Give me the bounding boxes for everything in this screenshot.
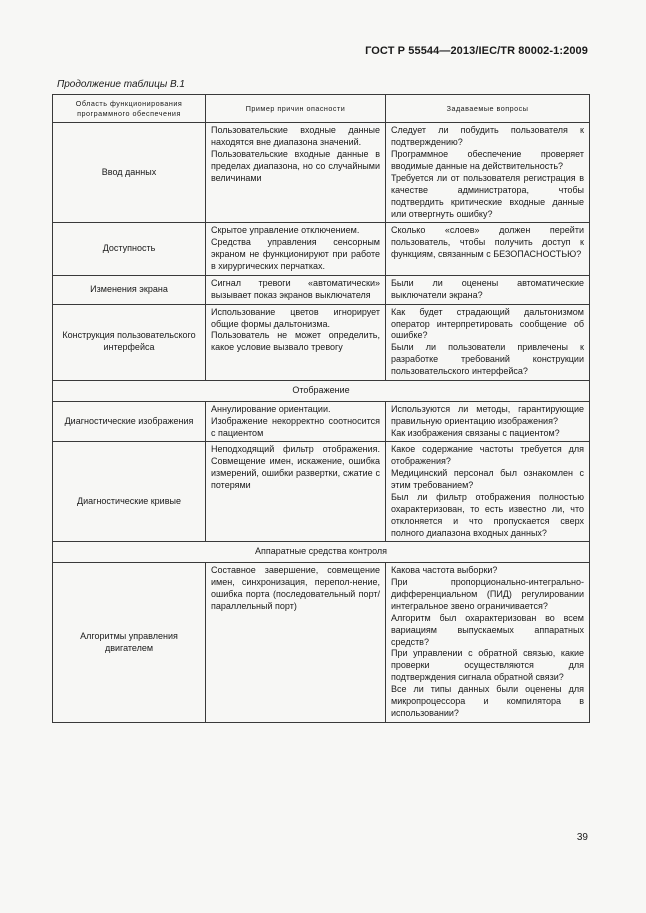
question-text: При управлении с обратной связью, какие проверки осуществляются для подтверждения сигнала обратной связи? bbox=[391, 648, 584, 683]
cause-text: Неподходящий фильтр отображения. Совмещение имен, искажение, ошибка измерений, ошибки развертки, сжатие с потерями bbox=[211, 444, 380, 491]
question-text: Был ли фильтр отображения полностью охарактеризован, то есть известно ли, что отклоняется и что пропускается сверх полного диапазона входных данных? bbox=[391, 491, 584, 538]
cause-text: Сигнал тревоги «автоматически» вызывает показ экранов выключателя bbox=[211, 277, 380, 300]
cause-text: Изображение некорректно соотносится с пациентом bbox=[211, 415, 380, 438]
section-row bbox=[53, 380, 590, 401]
cause-text: Составное завершение, совмещение имен, синхронизация, перепол-нение, ошибка порта (последовательный порт/параллельный порт) bbox=[211, 565, 380, 611]
table-row bbox=[53, 442, 590, 542]
table-header-row bbox=[53, 95, 590, 123]
cause-text: Использование цветов игнорирует общие формы дальтонизма. bbox=[211, 306, 380, 329]
row-questions bbox=[386, 275, 590, 304]
question-text: Как изображения связаны с пациентом? bbox=[391, 427, 560, 438]
question-text: Какое содержание частоты требуется для отображения? bbox=[391, 444, 584, 467]
table-row bbox=[53, 563, 590, 722]
cause-text: Пользователь не может определить, какое условие вызвало тревогу bbox=[211, 330, 380, 353]
section-row bbox=[53, 542, 590, 563]
question-text: Медицинский персонал был ознакомлен с этим требованием? bbox=[391, 468, 584, 491]
question-text: Какова частота выборки? bbox=[391, 565, 498, 576]
question-text: Были ли оценены автоматические выключатели экрана? bbox=[391, 277, 584, 300]
question-text: Требуется ли от пользователя регистрация в качестве администратора, чтобы подтвердить критические входные данные или отвергнуть ошибку? bbox=[391, 172, 584, 219]
question-text: Программное обеспечение проверяет вводимые данные на действительность? bbox=[391, 149, 584, 172]
question-text: Все ли типы данных были оценены для микропроцессора и компилятора в использовании? bbox=[391, 684, 584, 718]
question-text: Следует ли побудить пользователя к подтверждению? bbox=[391, 125, 584, 148]
row-area: Конструкция пользовательского интерфейса bbox=[53, 304, 206, 380]
row-area: Ввод данных bbox=[53, 123, 206, 223]
row-area: Алгоритмы управления двигателем bbox=[53, 563, 206, 722]
table-row bbox=[53, 304, 590, 380]
row-causes bbox=[206, 275, 386, 304]
row-questions bbox=[386, 442, 590, 542]
cause-text: Скрытое управление отключением. bbox=[211, 225, 360, 236]
row-questions bbox=[386, 123, 590, 223]
table-row bbox=[53, 275, 590, 304]
row-area: Изменения экрана bbox=[53, 275, 206, 304]
standard-header: ГОСТ Р 55544—2013/IEC/TR 80002-1:2009 bbox=[365, 45, 588, 57]
table-caption: Продолжение таблицы В.1 bbox=[57, 79, 185, 90]
row-questions bbox=[386, 401, 590, 442]
question-text: При пропорционально-интегрально-дифференциальном (ПИД) регулировании интегральное звено ограничивается? bbox=[391, 577, 584, 611]
question-text: Алгоритм был охарактеризован во всем вариациям выпускаемых аппаратных средств? bbox=[391, 612, 584, 647]
row-causes bbox=[206, 304, 386, 380]
row-area: Диагностические изображения bbox=[53, 401, 206, 442]
hazard-table bbox=[52, 94, 590, 723]
row-causes bbox=[206, 401, 386, 442]
header-area: Область функционирования программного обеспечения bbox=[53, 95, 206, 123]
header-causes: Пример причин опасности bbox=[206, 95, 386, 123]
row-area: Диагностические кривые bbox=[53, 442, 206, 542]
section-title-display: Отображение bbox=[53, 380, 590, 401]
row-causes bbox=[206, 123, 386, 223]
question-text: Используются ли методы, гарантирующие правильную ориентацию изображения? bbox=[391, 403, 584, 426]
table-row bbox=[53, 223, 590, 276]
cause-text: Пользовательские входные данные в пределах диапазона, но со случайными величинами bbox=[211, 149, 380, 183]
row-questions bbox=[386, 304, 590, 380]
question-text: Как будет страдающий дальтонизмом оператор интерпретировать сообщение об ошибке? bbox=[391, 306, 584, 341]
row-causes bbox=[206, 442, 386, 542]
table-row bbox=[53, 123, 590, 223]
question-text: Сколько «слоев» должен перейти пользователь, чтобы получить доступ к функциям, связанным с БЕЗОПАСНОСТЬЮ? bbox=[391, 225, 584, 260]
cause-text: Пользовательские входные данные находятся вне диапазона значений. bbox=[211, 125, 380, 148]
question-text: Были ли пользователи привлечены к разработке требований конструкции пользовательского интерфейса? bbox=[391, 342, 584, 377]
cause-text: Аннулирование ориентации. bbox=[211, 403, 331, 414]
row-causes bbox=[206, 563, 386, 722]
row-causes bbox=[206, 223, 386, 276]
table-row bbox=[53, 401, 590, 442]
row-questions bbox=[386, 563, 590, 722]
header-questions: Задаваемые вопросы bbox=[386, 95, 590, 123]
section-title-hardware: Аппаратные средства контроля bbox=[53, 542, 590, 563]
page-number: 39 bbox=[576, 832, 588, 843]
row-area: Доступность bbox=[53, 223, 206, 276]
cause-text: Средства управления сенсорным экраном не функционируют при работе в хирургических перчатках. bbox=[211, 237, 380, 272]
row-questions bbox=[386, 223, 590, 276]
